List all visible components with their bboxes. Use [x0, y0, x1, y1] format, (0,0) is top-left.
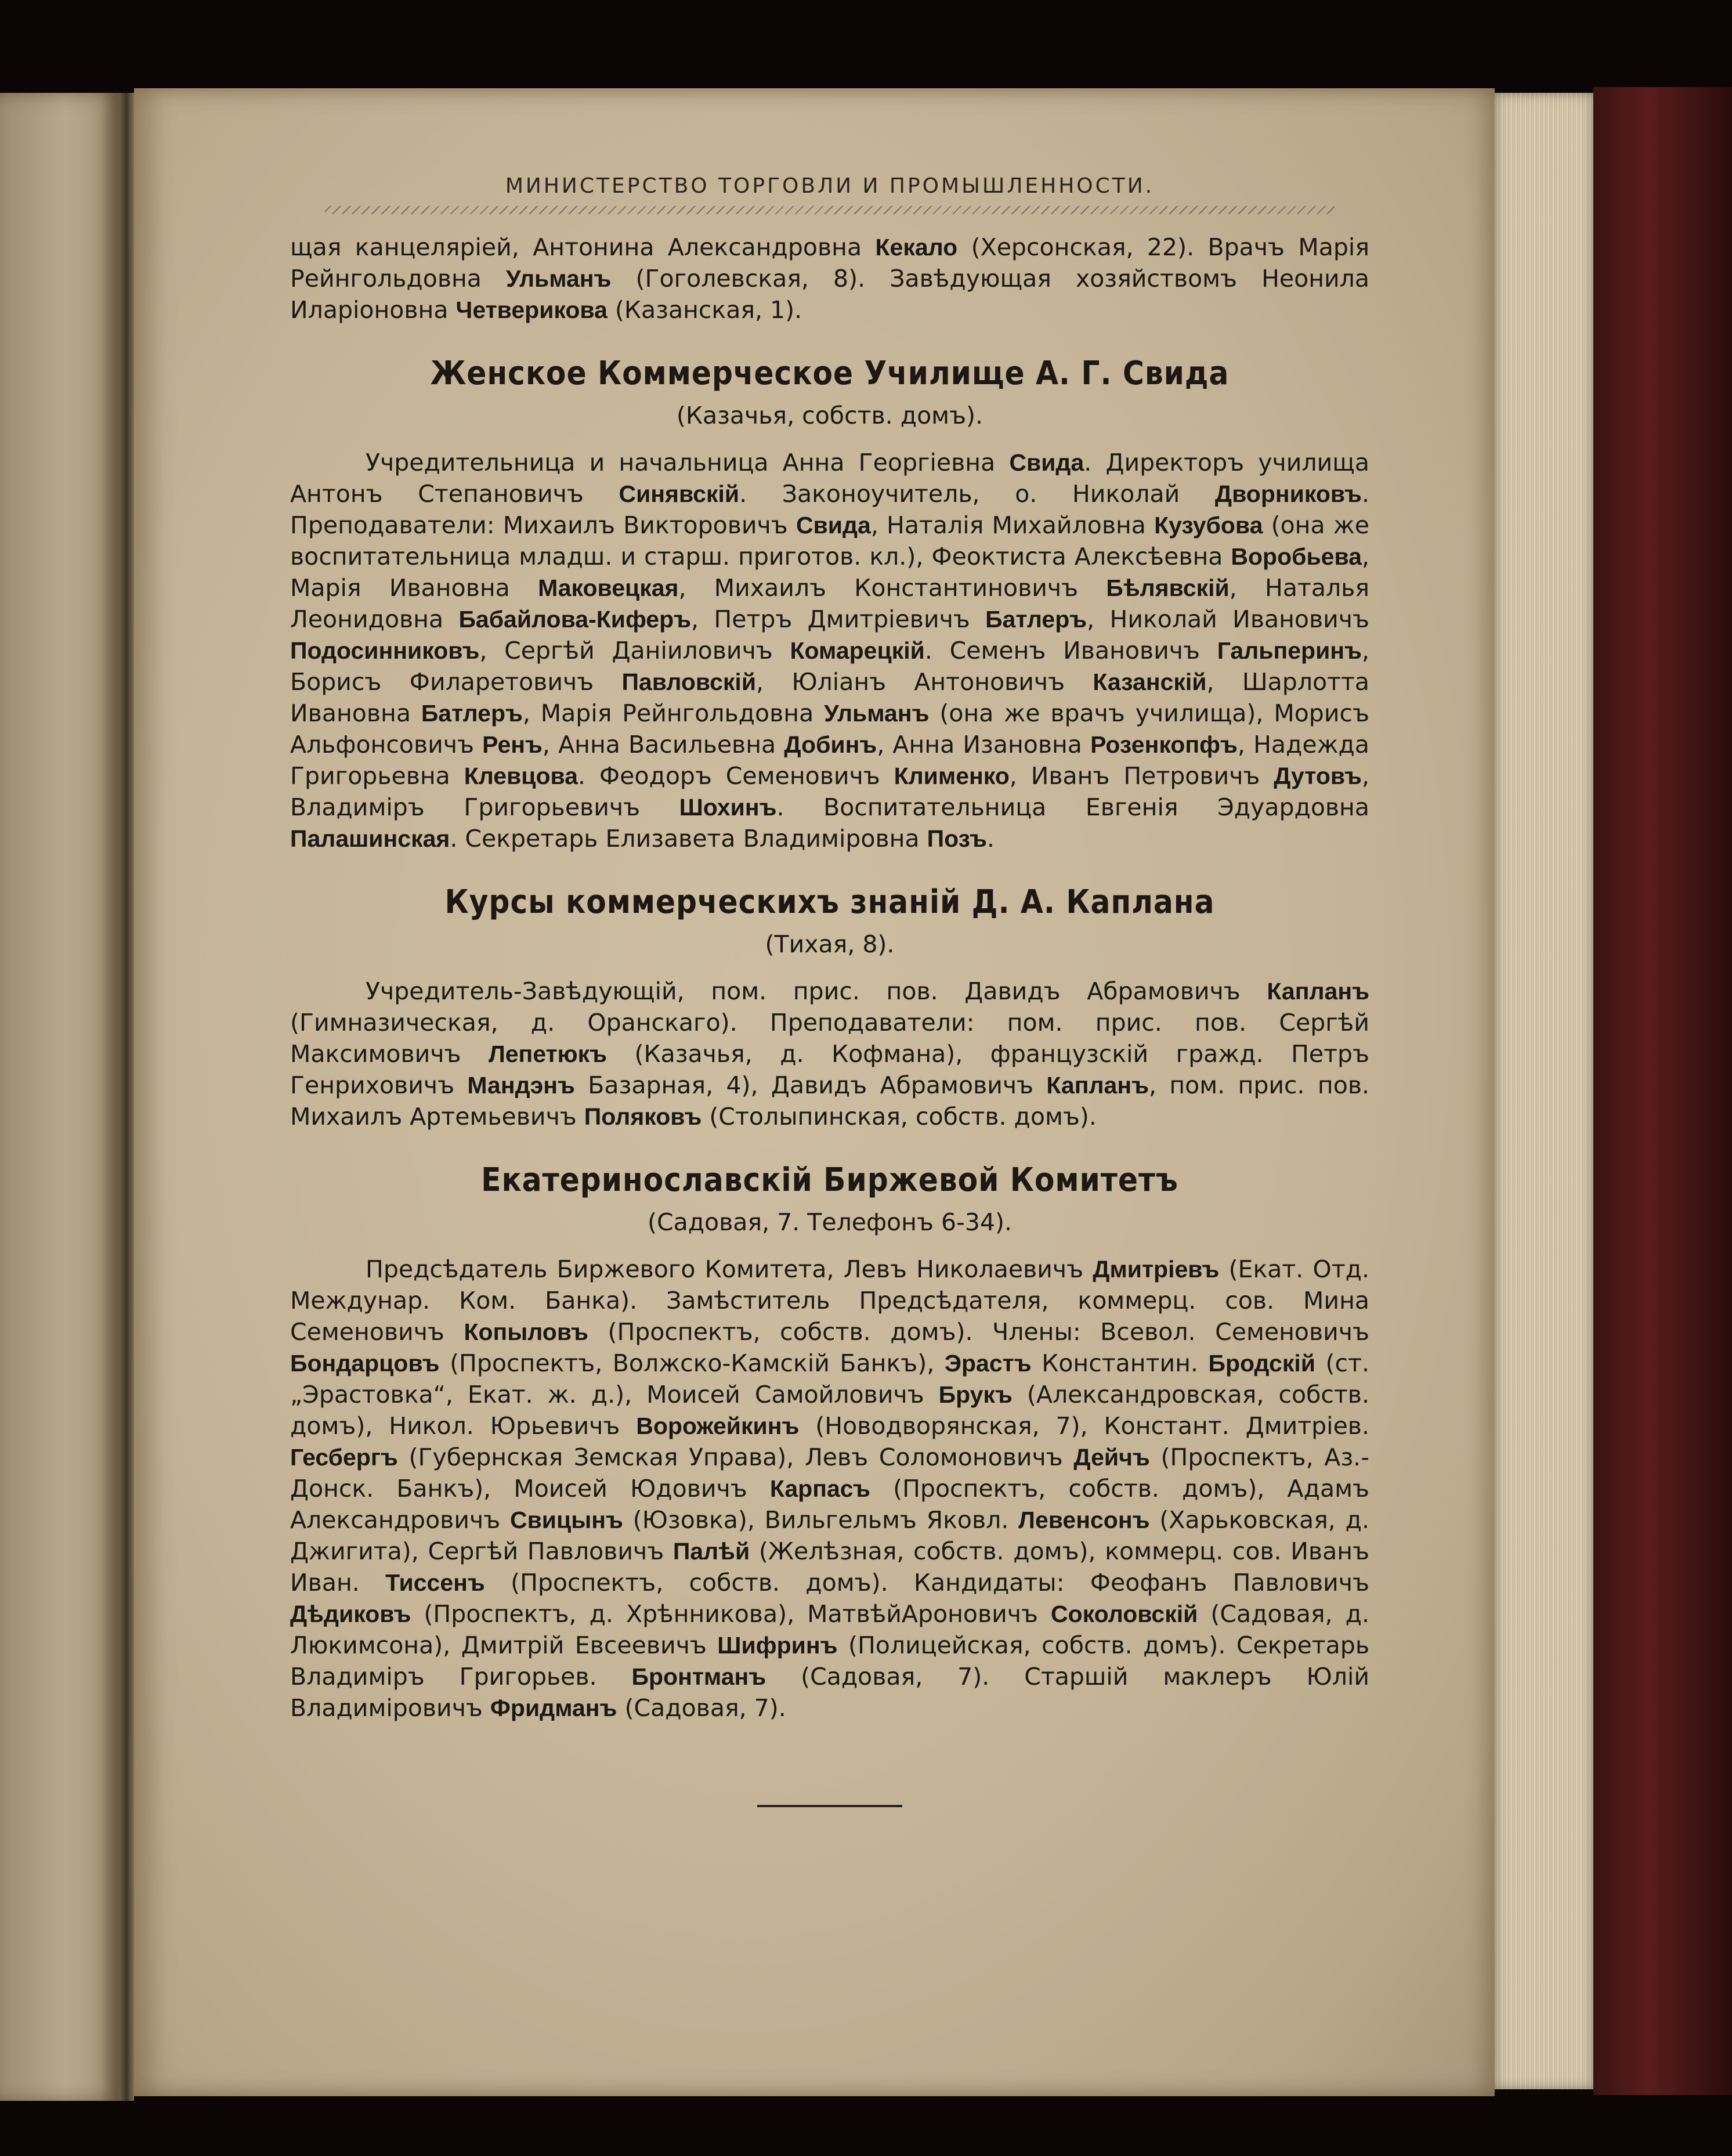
decorative-wavy-rule	[325, 206, 1335, 214]
section-address: (Казачья, собств. домъ).	[676, 402, 983, 429]
section-title-kaplan-courses: Курсы коммерческихъ знаній Д. А. Каплана	[444, 883, 1215, 921]
closing-rule	[757, 1805, 902, 1807]
left-page-edge	[0, 93, 119, 2101]
section-paragraph: Учредитель-Завѣдующій, пом. прис. пов. Давидъ Абрамовичъ Капланъ (Гимназическая, д. Оранскаго). Преподаватели: пом. прис. пов. Сергѣй Максимовичъ Лепетюкъ (Казачья, д. Кофмана), французскій гражд. Петръ Генриховичъ Мандэнъ Базарная, 4), Давидъ Абрамовичъ Капланъ, пом. прис. пов. Михаилъ Артемьевичъ Поляковъ (Столыпинская, собств. домъ).	[290, 977, 1370, 1131]
page-block-edges	[1495, 93, 1593, 2089]
book-cover	[1593, 87, 1732, 2095]
section-title-exchange-committee: Екатеринославскій Биржевой Комитетъ	[481, 1161, 1178, 1199]
book-gutter	[119, 93, 134, 2101]
section-address: (Тихая, 8).	[765, 930, 895, 958]
section-paragraph: Учредительница и начальница Анна Георгіевна Свида. Директоръ училища Антонъ Степановичъ Синявскій. Законоучитель, о. Николай Дворниковъ. Преподаватели: Михаилъ Викторовичъ Свида, Наталія Михайловна Кузубова (она же воспитательница младш. и старш. приготов. кл.), Феоктиста Алексѣевна Воробьева, Марія Ивановна Маковецкая, Михаилъ Константиновичъ Бѣлявскій, Наталья Леонидовна Бабайлова-Киферъ, Петръ Дмитріевичъ Батлеръ, Николай Ивановичъ Подосинниковъ, Сергѣй Даніиловичъ Комарецкій. Семенъ Ивановичъ Гальперинъ, Борисъ Филаретовичъ Павловскій, Юліанъ Антоновичъ Казанскій, Шарлотта Ивановна Батлеръ, Марія Рейнгольдовна Ульманъ (она же врачъ училища), Морисъ Альфонсовичъ Ренъ, Анна Васильевна Добинъ, Анна Изановна Розенкопфъ, Надежда Григорьевна Клевцова. Феодоръ Семеновичъ Клименко, Иванъ Петровичъ Дутовъ, Владиміръ Григорьевичъ Шохинъ. Воспитательница Евгенія Эдуардовна Палашинская. Секретарь Елизавета Владиміровна Позъ.	[290, 449, 1370, 853]
section-address: (Садовая, 7. Телефонъ 6-34).	[647, 1208, 1013, 1236]
page-content	[290, 174, 1369, 1807]
running-head: МИНИСТЕРСТВО ТОРГОВЛИ И ПРОМЫШЛЕННОСТИ.	[505, 174, 1155, 198]
intro-paragraph: щая канцеляріей, Антонина Александровна Кекало (Херсонская, 22). Врачъ Марія Рейнгольдовна Ульманъ (Гоголевская, 8). Завѣдующая хозяйствомъ Неонила Иларіоновна Четверикова (Казанская, 1).	[290, 233, 1369, 324]
section-paragraph: Предсѣдатель Биржевого Комитета, Левъ Николаевичъ Дмитріевъ (Екат. Отд. Междунар. Ком. Банка). Замѣститель Предсѣдателя, коммерц. сов. Мина Семеновичъ Копыловъ (Проспектъ, собств. домъ). Члены: Всевол. Семеновичъ Бондарцовъ (Проспектъ, Волжско-Камскій Банкъ), Эрастъ Константин. Бродскій (ст. „Эрастовка“, Екат. ж. д.), Моисей Самойловичъ Брукъ (Александровская, собств. домъ), Никол. Юрьевичъ Ворожейкинъ (Новодворянская, 7), Констант. Дмитріев. Гесбергъ (Губернская Земская Управа), Левъ Соломоновичъ Дейчъ (Проспектъ, Аз.-Донск. Банкъ), Моисей Юдовичъ Карпасъ (Проспектъ, собств. домъ), Адамъ Александровичъ Свицынъ (Юзовка), Вильгельмъ Яковл. Левенсонъ (Харьковская, д. Джигита), Сергѣй Павловичъ Палѣй (Желѣзная, собств. домъ), коммерц. сов. Иванъ Иван. Тиссенъ (Проспектъ, собств. домъ). Кандидаты: Феофанъ Павловичъ Дѣдиковъ (Проспектъ, д. Хрѣнникова), МатвѣйАроновичъ Соколовскій (Садовая, д. Люкимсона), Дмитрій Евсеевичъ Шифринъ (Полицейская, собств. домъ). Секретарь Владиміръ Григорьев. Бронтманъ (Садовая, 7). Старшій маклеръ Юлій Владиміровичъ Фридманъ (Садовая, 7).	[290, 1255, 1369, 1722]
section-title-womens-commercial-school: Женское Коммерческое Училище А. Г. Свида	[430, 355, 1230, 392]
